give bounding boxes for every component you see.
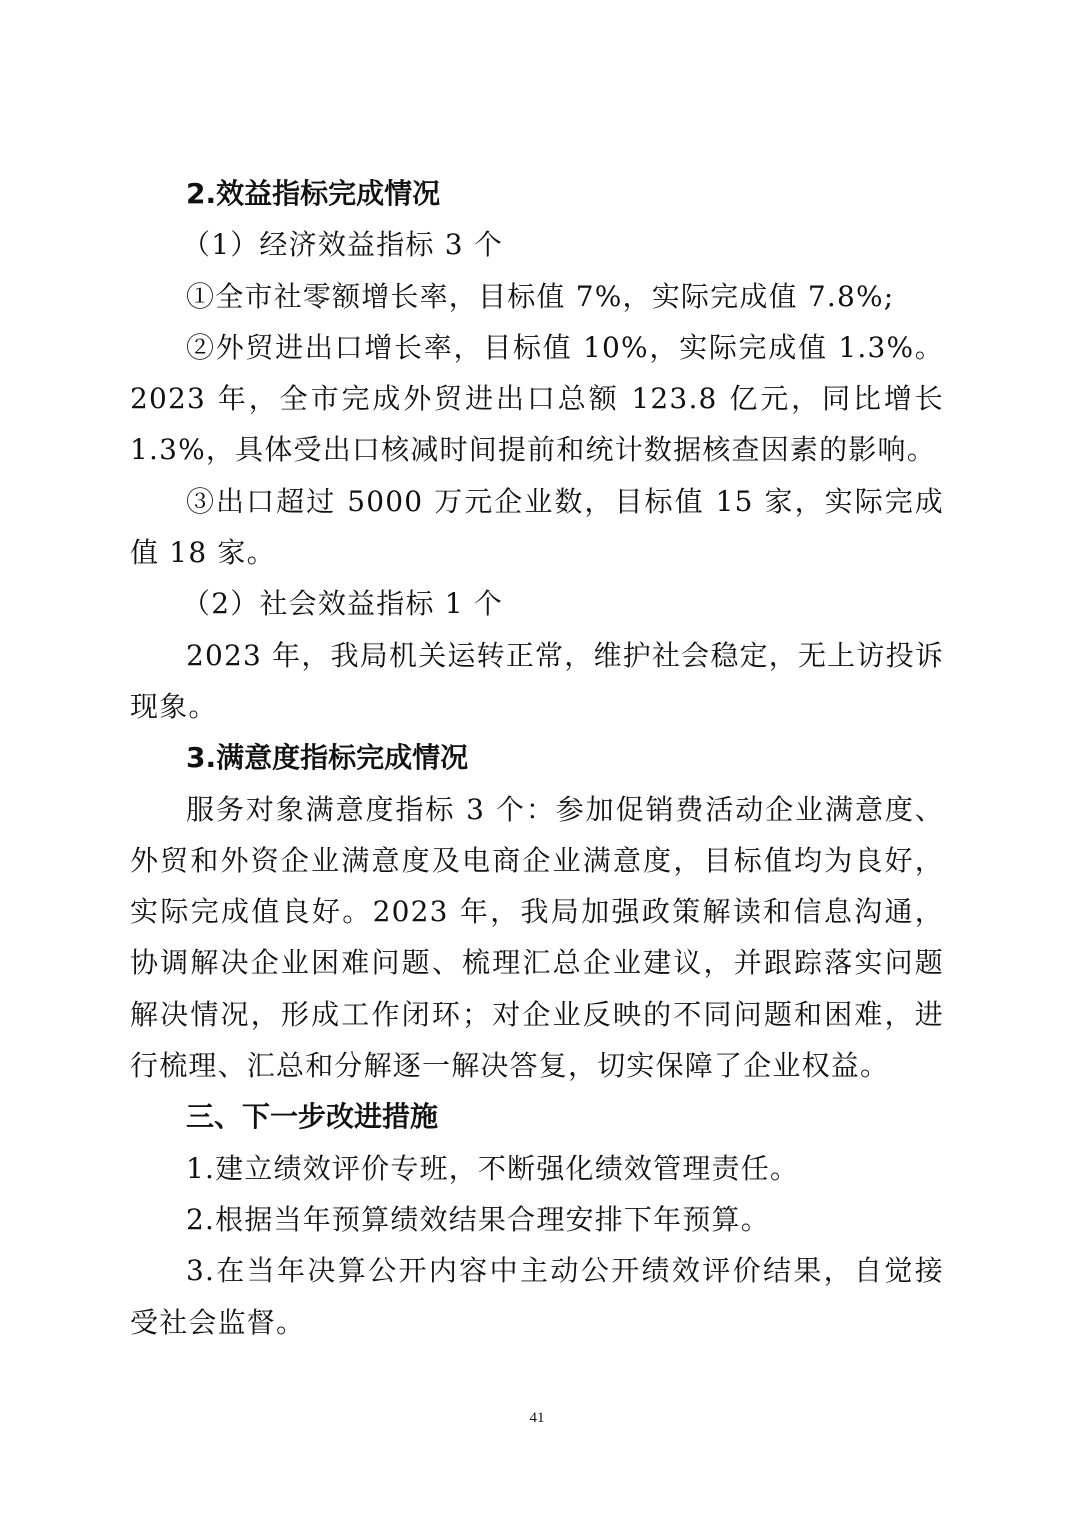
paragraph-satisfaction: 服务对象满意度指标 3 个：参加促销费活动企业满意度、外贸和外资企业满意度及电商企业满意度，目标值均为良好，实际完成值良好。2023 年，我局加强政策解读和信息沟通，协调解决企业困难问题、梳理汇总企业建议，并跟踪落实问题解决情况，形成工作闭环；对企业反映的不同问题和困难，进行梳理、汇总和分解逐一解决答复，切实保障了企业权益。 <box>130 792 944 1083</box>
document-body <box>130 168 944 1348</box>
item-retail-growth: ①全市社零额增长率，目标值 7%，实际完成值 7.8%; <box>186 279 895 313</box>
item-trade-growth: ②外贸进出口增长率，目标值 10%，实际完成值 1.3%。2023 年，全市完成外贸进出口总额 123.8 亿元，同比增长 1.3%，具体受出口核减时间提前和统计数据核查因素的影响。 <box>130 330 944 467</box>
heading-next-steps: 三、下一步改进措施 <box>186 1100 439 1134</box>
item-export-enterprises: ③出口超过 5000 万元企业数，目标值 15 家，实际完成值 18 家。 <box>130 484 944 570</box>
paragraph-social: 2023 年，我局机关运转正常，维护社会稳定，无上访投诉现象。 <box>130 638 944 723</box>
subheading-economic: （1）经济效益指标 3 个 <box>182 228 504 262</box>
measure-1: 1.建立绩效评价专班，不断强化绩效管理责任。 <box>186 1151 800 1185</box>
heading-benefit-indicators: 2.效益指标完成情况 <box>186 177 441 210</box>
subheading-social: （2）社会效益指标 1 个 <box>182 587 504 621</box>
page-number: 41 <box>529 1410 545 1426</box>
heading-satisfaction: 3.满意度指标完成情况 <box>186 741 469 775</box>
measure-3: 3.在当年决算公开内容中主动公开绩效评价结果，自觉接受社会监督。 <box>130 1254 944 1339</box>
measure-2: 2.根据当年预算绩效结果合理安排下年预算。 <box>186 1202 770 1236</box>
